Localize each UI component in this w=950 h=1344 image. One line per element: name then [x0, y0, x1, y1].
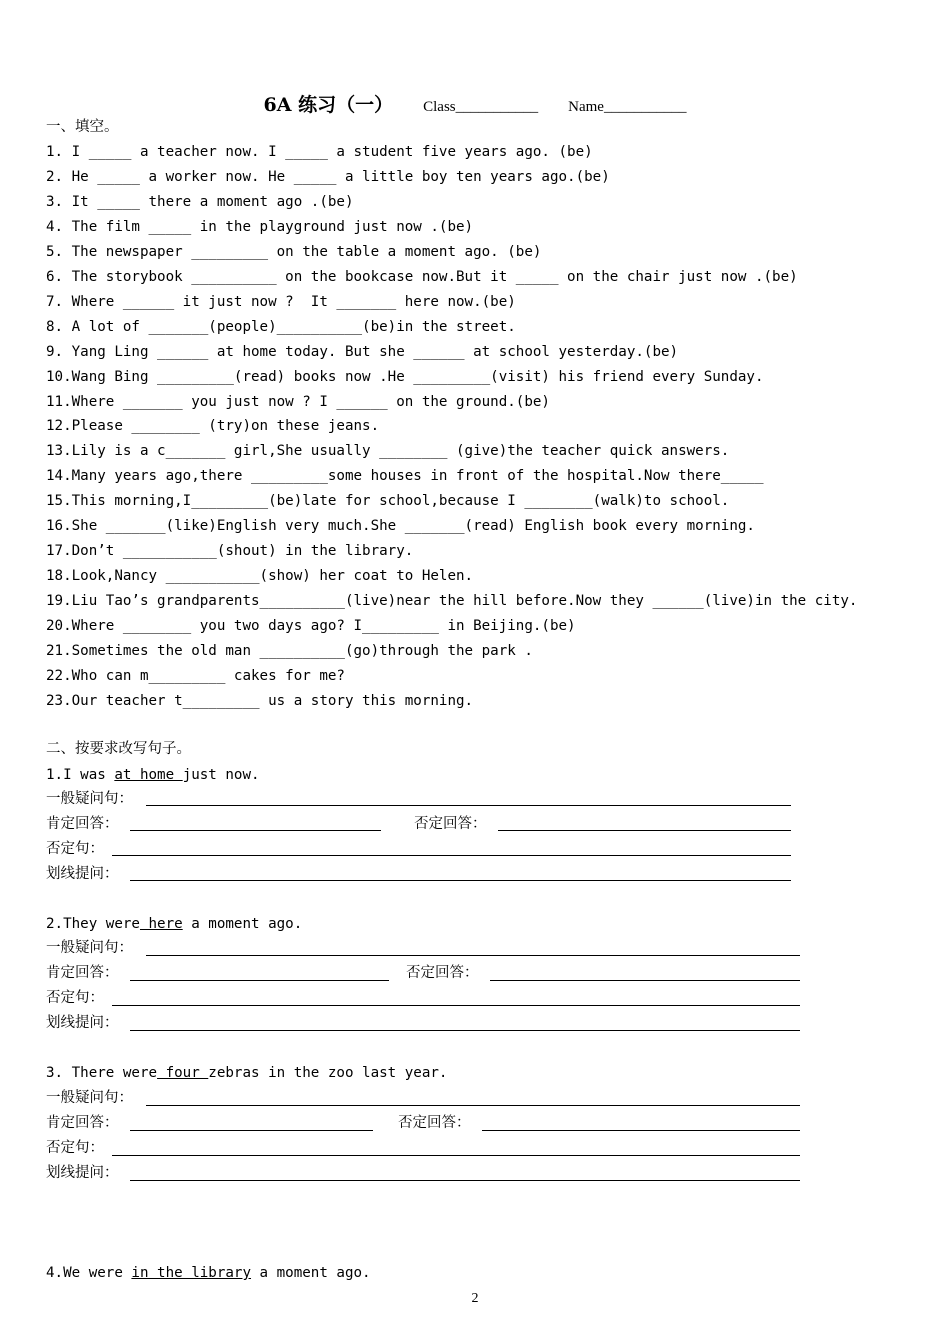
q2-underline-question-label: 划线提问：	[46, 1015, 119, 1031]
q2-text-post: a moment ago.	[182, 916, 303, 932]
exercise-item: 3. It _____ there a moment ago .(be)	[46, 194, 354, 210]
exercise-item: 19.Liu Tao’s grandparents__________(live)near the hill before.Now they ______(live)in the city.	[46, 593, 858, 609]
exercise-item: 14.Many years ago,there _________some houses in front of the hospital.Now there_____	[46, 468, 764, 484]
section1-heading: 一、填空。	[46, 119, 119, 135]
q1-text-post: just now.	[182, 767, 260, 783]
q2-negative-label: 否定句：	[46, 990, 104, 1006]
exercise-item: 5. The newspaper _________ on the table a moment ago. (be)	[46, 244, 542, 260]
exercise-item: 10.Wang Bing _________(read) books now .He _________(visit) his friend every Sunday.	[46, 369, 764, 385]
exercise-item: 9. Yang Ling ______ at home today. But she ______ at school yesterday.(be)	[46, 344, 679, 360]
exercise-item: 20.Where ________ you two days ago? I_________ in Beijing.(be)	[46, 618, 576, 634]
exercise-item: 18.Look,Nancy ___________(show) her coat to Helen.	[46, 568, 474, 584]
q1-negative-line[interactable]	[112, 855, 791, 856]
exercise-item: 21.Sometimes the old man __________(go)through the park .	[46, 643, 533, 659]
q1-negative-label: 否定句：	[46, 841, 104, 857]
section2-heading: 二、按要求改写句子。	[46, 741, 191, 757]
q2-text-pre: 2.They were	[46, 916, 140, 932]
exercise-item: 1. I _____ a teacher now. I _____ a student five years ago. (be)	[46, 144, 593, 160]
q2-negative-answer-label: 否定回答：	[406, 965, 479, 981]
rewrite-question-4	[46, 1266, 371, 1280]
q1-underlined: at home	[114, 767, 183, 783]
q4-text-post: a moment ago.	[251, 1265, 371, 1281]
q2-affirmative-line[interactable]	[130, 980, 389, 981]
page-title: 6A 练习（一）	[263, 94, 394, 116]
q1-underline-question-line[interactable]	[130, 880, 791, 881]
q3-general-question-line[interactable]	[146, 1105, 800, 1106]
q2-underline-question-line[interactable]	[130, 1030, 800, 1031]
q3-underline-question-label: 划线提问：	[46, 1165, 119, 1181]
q2-general-question-label: 一般疑问句：	[46, 940, 133, 956]
q1-general-question-label: 一般疑问句：	[46, 791, 133, 807]
q1-general-question-line[interactable]	[146, 805, 791, 806]
q1-negative-answer-label: 否定回答：	[414, 816, 487, 832]
q1-affirmative-line[interactable]	[130, 830, 381, 831]
header	[0, 90, 950, 117]
q3-affirmative-label: 肯定回答：	[46, 1115, 119, 1131]
q1-text-pre: 1.I was	[46, 767, 115, 783]
q3-text-post: zebras in the zoo last year.	[208, 1065, 448, 1081]
q3-general-question-label: 一般疑问句：	[46, 1090, 133, 1106]
q2-affirmative-label: 肯定回答：	[46, 965, 119, 981]
rewrite-question-3	[46, 1066, 447, 1080]
q3-underline-question-line[interactable]	[130, 1180, 800, 1181]
exercise-item: 15.This morning,I_________(be)late for school,because I ________(walk)to school.	[46, 493, 730, 509]
q2-negative-answer-line[interactable]	[490, 980, 800, 981]
exercise-item: 11.Where _______ you just now ? I ______ on the ground.(be)	[46, 394, 550, 410]
q3-negative-answer-label: 否定回答：	[398, 1115, 471, 1131]
q1-affirmative-label: 肯定回答：	[46, 816, 119, 832]
q3-text-pre: 3. There were	[46, 1065, 158, 1081]
exercise-item: 4. The film _____ in the playground just now .(be)	[46, 219, 474, 235]
q1-negative-answer-line[interactable]	[498, 830, 791, 831]
exercise-item: 13.Lily is a c_______ girl,She usually ________ (give)the teacher quick answers.	[46, 443, 730, 459]
q3-negative-line[interactable]	[112, 1155, 800, 1156]
q4-underlined: in the library	[131, 1265, 252, 1281]
page-number: 2	[471, 1291, 479, 1306]
class-field: Class___________	[423, 99, 539, 115]
q3-affirmative-line[interactable]	[130, 1130, 373, 1131]
exercise-item: 17.Don’t ___________(shout) in the library.	[46, 543, 414, 559]
q2-general-question-line[interactable]	[146, 955, 800, 956]
exercise-item: 2. He _____ a worker now. He _____ a little boy ten years ago.(be)	[46, 169, 610, 185]
exercise-item: 16.She _______(like)English very much.She _______(read) English book every morning.	[46, 518, 755, 534]
q3-negative-answer-line[interactable]	[482, 1130, 800, 1131]
q3-underlined: four	[157, 1065, 209, 1081]
q1-underline-question-label: 划线提问：	[46, 866, 119, 882]
exercise-item: 22.Who can m_________ cakes for me?	[46, 668, 345, 684]
exercise-item: 12.Please ________ (try)on these jeans.	[46, 418, 380, 434]
rewrite-question-1	[46, 768, 260, 782]
rewrite-question-2	[46, 917, 302, 931]
exercise-item: 7. Where ______ it just now ? It _______ here now.(be)	[46, 294, 516, 310]
q4-text-pre: 4.We were	[46, 1265, 132, 1281]
q3-negative-label: 否定句：	[46, 1140, 104, 1156]
exercise-item: 23.Our teacher t_________ us a story this morning.	[46, 693, 474, 709]
q2-negative-line[interactable]	[112, 1005, 800, 1006]
q2-underlined: here	[139, 916, 183, 932]
exercise-item: 6. The storybook __________ on the bookcase now.But it _____ on the chair just now .(be)	[46, 269, 798, 285]
name-field: Name___________	[568, 99, 687, 115]
exercise-item: 8. A lot of _______(people)__________(be)in the street.	[46, 319, 516, 335]
